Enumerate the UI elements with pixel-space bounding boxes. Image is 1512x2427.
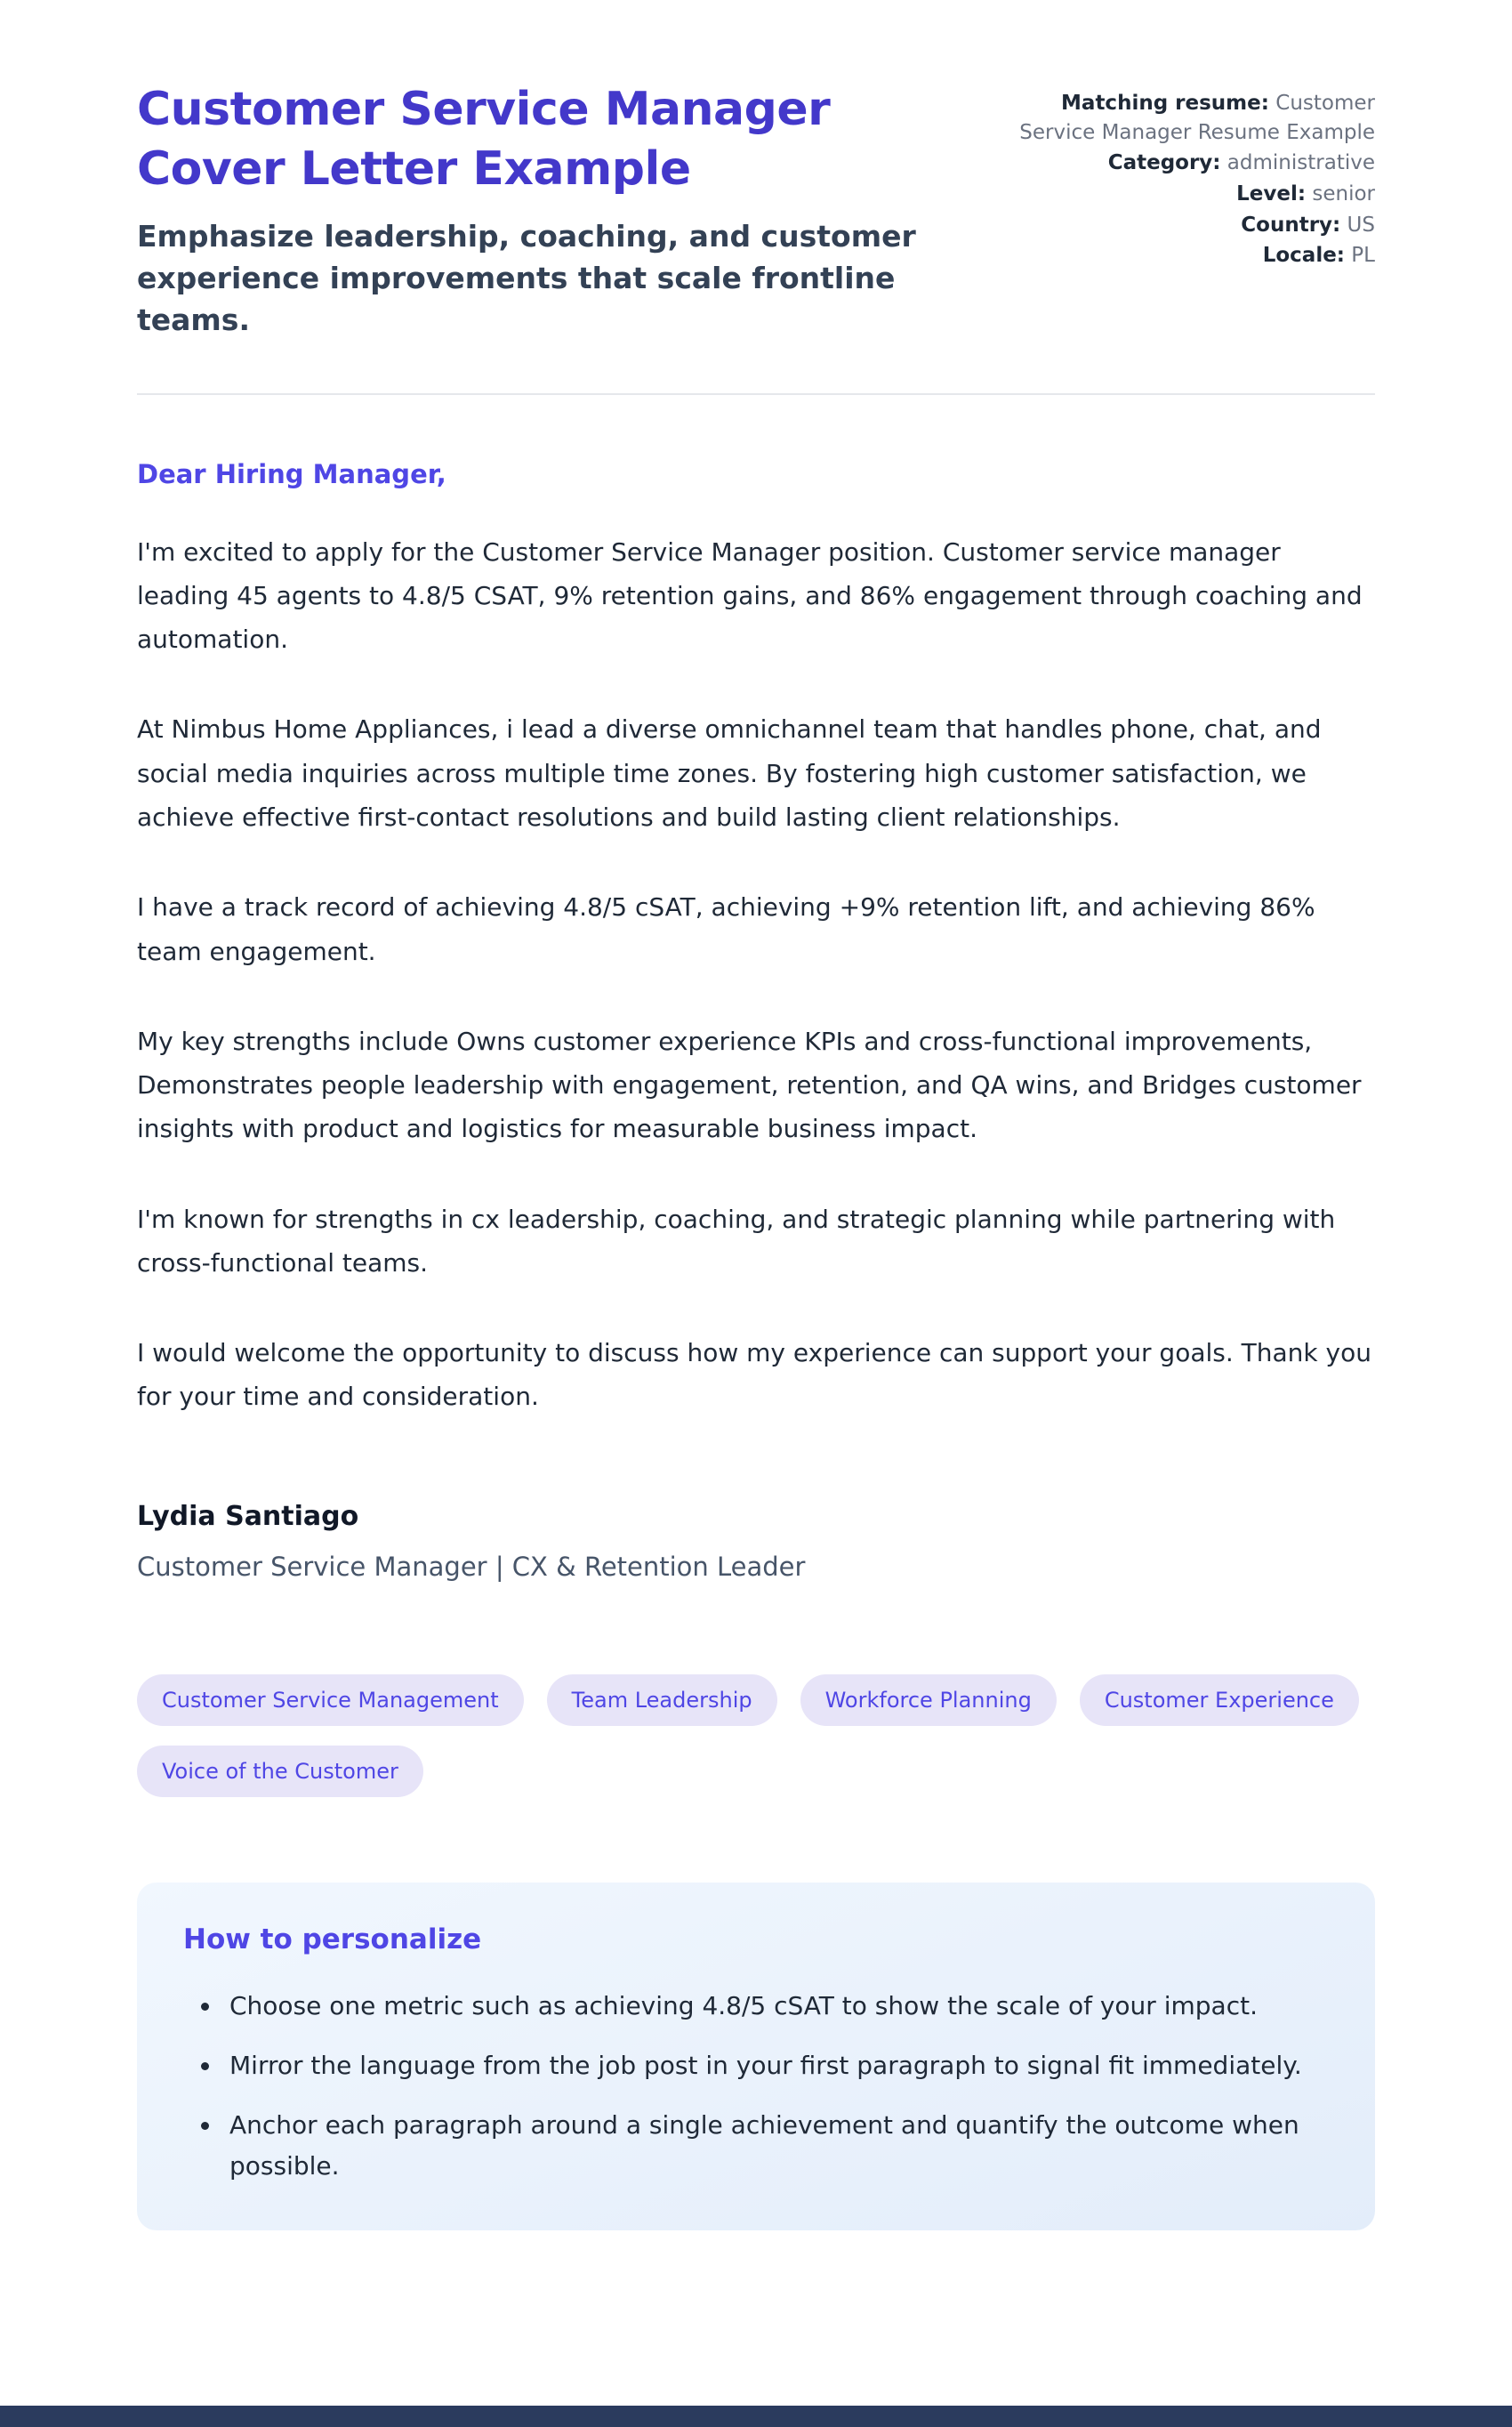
page-title: Customer Service Manager Cover Letter Example bbox=[137, 83, 831, 196]
meta-item-category bbox=[1019, 149, 1375, 178]
personalize-heading: How to personalize bbox=[183, 1923, 482, 1955]
tag-chip[interactable]: Team Leadership bbox=[547, 1674, 777, 1726]
tip-item: • Anchor each paragraph around a single achievement and quantify the outcome when possible. bbox=[222, 2105, 1329, 2186]
tag-list bbox=[137, 1674, 1375, 1797]
page-subtitle: Emphasize leadership, coaching, and customer experience improvements that scale frontline teams. bbox=[137, 219, 916, 337]
meta-item-country bbox=[1019, 211, 1375, 240]
meta-item-matching-resume bbox=[1019, 89, 1375, 147]
signature-name: Lydia Santiago bbox=[137, 1500, 359, 1532]
meta-value: senior bbox=[1306, 181, 1375, 206]
letter-paragraph: I'm excited to apply for the Customer Service Manager position. Customer service manager leading 45 agents to 4.8/5 CSAT, 9% retention gains, and 86% engagement through coaching and automation. bbox=[137, 536, 1363, 655]
meta-item-locale bbox=[1019, 241, 1375, 270]
meta-label: Level: bbox=[1236, 181, 1307, 206]
footer-bar bbox=[0, 2406, 1512, 2427]
meta-value: Customer Service Manager Resume Example bbox=[1019, 92, 1375, 144]
salutation: Dear Hiring Manager, bbox=[137, 458, 446, 489]
tag-chip[interactable]: Workforce Planning bbox=[800, 1674, 1057, 1726]
letter-body bbox=[137, 459, 1375, 1582]
tip-item: • Mirror the language from the job post in your first paragraph to signal fit immediately. bbox=[222, 2045, 1329, 2085]
tag-chip[interactable]: Customer Service Management bbox=[137, 1674, 524, 1726]
meta-value: US bbox=[1340, 213, 1375, 237]
header bbox=[137, 80, 1375, 342]
letter-paragraph: At Nimbus Home Appliances, i lead a diverse omnichannel team that handles phone, chat, and social media inquiries across multiple time zones. By fostering high customer satisfaction, we achieve effective first-contact resolutions and build lasting client relationships. bbox=[137, 714, 1322, 832]
meta-item-level bbox=[1019, 180, 1375, 209]
tip-item: • Choose one metric such as achieving 4.8/5 cSAT to show the scale of your impact. bbox=[222, 1986, 1329, 2026]
header-title-block bbox=[137, 80, 964, 342]
signature-title: Customer Service Manager | CX & Retention Leader bbox=[137, 1551, 806, 1582]
meta-label: Country: bbox=[1241, 213, 1341, 237]
divider bbox=[137, 393, 1375, 395]
content-column bbox=[137, 0, 1375, 2230]
letter-paragraph: I have a track record of achieving 4.8/5 cSAT, achieving +9% retention lift, and achieving 86% team engagement. bbox=[137, 892, 1315, 966]
meta-value: administrative bbox=[1220, 151, 1375, 175]
tag-chip[interactable]: Voice of the Customer bbox=[137, 1746, 423, 1797]
tip-list bbox=[183, 1986, 1329, 2186]
meta-label: Locale: bbox=[1262, 244, 1345, 268]
meta-value: PL bbox=[1345, 244, 1375, 268]
personalize-callout bbox=[137, 1883, 1375, 2230]
letter-paragraph: I'm known for strengths in cx leadership, coaching, and strategic planning while partnering with cross-functional teams. bbox=[137, 1204, 1336, 1278]
letter-paragraph: I would welcome the opportunity to discuss how my experience can support your goals. Thank you for your time and consideration. bbox=[137, 1338, 1371, 1412]
meta-label: Category: bbox=[1107, 151, 1221, 175]
meta-list bbox=[1019, 80, 1375, 272]
letter-paragraph: My key strengths include Owns customer experience KPIs and cross-functional improvements, Demonstrates people leadership with engagement, retention, and QA wins, and Bridges customer insights with product and logistics for measurable business impact. bbox=[137, 1026, 1362, 1144]
meta-label: Matching resume: bbox=[1061, 92, 1269, 115]
tag-chip[interactable]: Customer Experience bbox=[1080, 1674, 1359, 1726]
signature bbox=[137, 1501, 1375, 1582]
